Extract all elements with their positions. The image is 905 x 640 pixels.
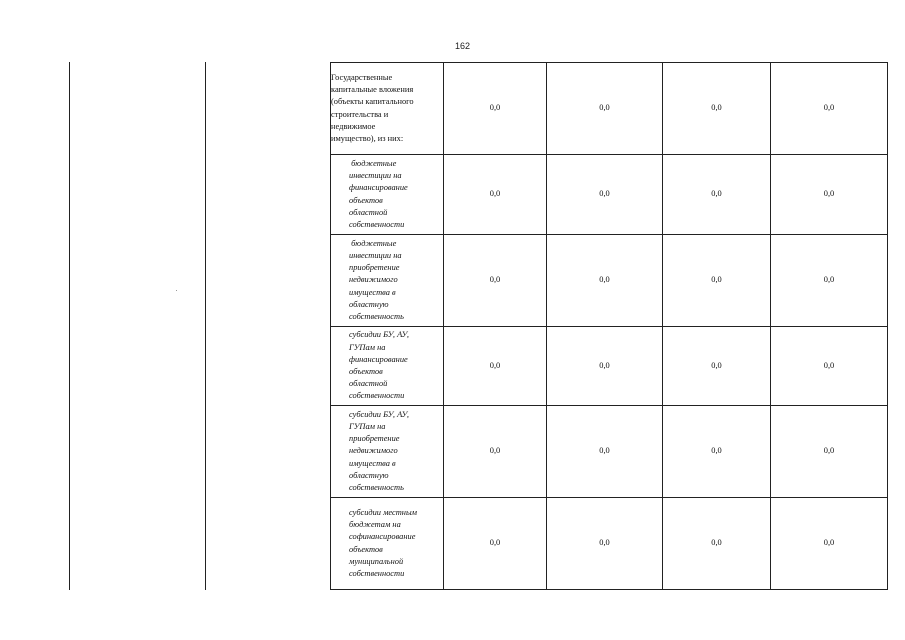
table-row	[331, 155, 888, 235]
table-row	[331, 235, 888, 327]
value-cell: 0,0	[771, 498, 888, 590]
table-row	[331, 406, 888, 498]
value-cell: 0,0	[771, 235, 888, 327]
row-label-line: собственности	[349, 391, 405, 401]
row-label-line: софинансирование	[349, 532, 416, 542]
scan-speck	[176, 290, 177, 291]
value-cell: 0,0	[547, 63, 663, 155]
row-label-line: областную	[349, 299, 389, 309]
row-label-line: объектов	[349, 544, 383, 554]
row-label-line: недвижимое	[331, 121, 376, 131]
row-label-line: Государственные	[331, 72, 393, 82]
row-label-line: приобретение	[349, 434, 400, 444]
value-cell: 0,0	[663, 498, 771, 590]
row-label	[331, 155, 444, 235]
row-label-line: капитальные вложения	[331, 85, 414, 95]
row-label-line: собственности	[349, 568, 405, 578]
row-label-line: (объекты капитального	[331, 97, 414, 107]
row-label	[331, 406, 444, 498]
table-row	[331, 327, 888, 406]
row-label-line: имущества в	[349, 458, 396, 468]
row-label-line: субсидии местным	[349, 507, 417, 517]
row-label-line: финансирование	[349, 354, 408, 364]
row-label-line: строительства и	[331, 109, 389, 119]
value-cell: 0,0	[771, 406, 888, 498]
value-cell: 0,0	[444, 498, 547, 590]
row-label	[331, 63, 444, 155]
table-row	[331, 498, 888, 590]
left-column-border	[69, 62, 70, 590]
row-label-line: областной	[349, 379, 388, 389]
value-cell: 0,0	[663, 63, 771, 155]
value-cell: 0,0	[547, 155, 663, 235]
row-label	[331, 498, 444, 590]
value-cell: 0,0	[663, 327, 771, 406]
value-cell: 0,0	[547, 327, 663, 406]
row-label-line: приобретение	[349, 263, 400, 273]
value-cell: 0,0	[444, 155, 547, 235]
value-cell: 0,0	[771, 63, 888, 155]
value-cell: 0,0	[771, 327, 888, 406]
row-label-line: ГУПам на	[349, 421, 386, 431]
row-label-line: имущества в	[349, 287, 396, 297]
row-label-line: муниципальной	[349, 556, 404, 566]
row-label-line: бюджетные	[349, 238, 397, 248]
page-number: 162	[455, 41, 471, 51]
row-label-line: областную	[349, 470, 389, 480]
row-label-line: объектов	[349, 195, 383, 205]
row-label-line: недвижимого	[349, 446, 398, 456]
row-label-line: собственности	[349, 219, 405, 229]
capital-investments-table	[330, 62, 888, 590]
value-cell: 0,0	[663, 155, 771, 235]
row-label	[331, 235, 444, 327]
value-cell: 0,0	[444, 235, 547, 327]
row-label-line: имущество), из них:	[331, 133, 404, 143]
value-cell: 0,0	[547, 406, 663, 498]
row-label-line: бюджетам на	[349, 520, 401, 530]
left-column-border	[205, 62, 206, 590]
value-cell: 0,0	[663, 235, 771, 327]
row-label-line: объектов	[349, 367, 383, 376]
value-cell: 0,0	[663, 406, 771, 498]
row-label-line: областной	[349, 207, 388, 217]
value-cell: 0,0	[444, 327, 547, 406]
row-label-line: недвижимого	[349, 275, 398, 285]
table-row	[331, 63, 888, 155]
row-label	[331, 327, 444, 406]
value-cell: 0,0	[771, 155, 888, 235]
value-cell: 0,0	[444, 406, 547, 498]
value-cell: 0,0	[444, 63, 547, 155]
row-label-line: ГУПам на	[349, 342, 386, 352]
row-label-line: инвестиции на	[349, 250, 402, 260]
row-label-line: финансирование	[349, 183, 408, 193]
value-cell: 0,0	[547, 235, 663, 327]
row-label-line: собственность	[349, 312, 404, 321]
row-label-line: субсидии БУ, АУ,	[349, 330, 409, 340]
row-label-line: бюджетные	[349, 158, 397, 168]
row-label-line: субсидии БУ, АУ,	[349, 409, 409, 419]
row-label-line: собственность	[349, 483, 404, 492]
value-cell: 0,0	[547, 498, 663, 590]
row-label-line: инвестиции на	[349, 171, 402, 181]
